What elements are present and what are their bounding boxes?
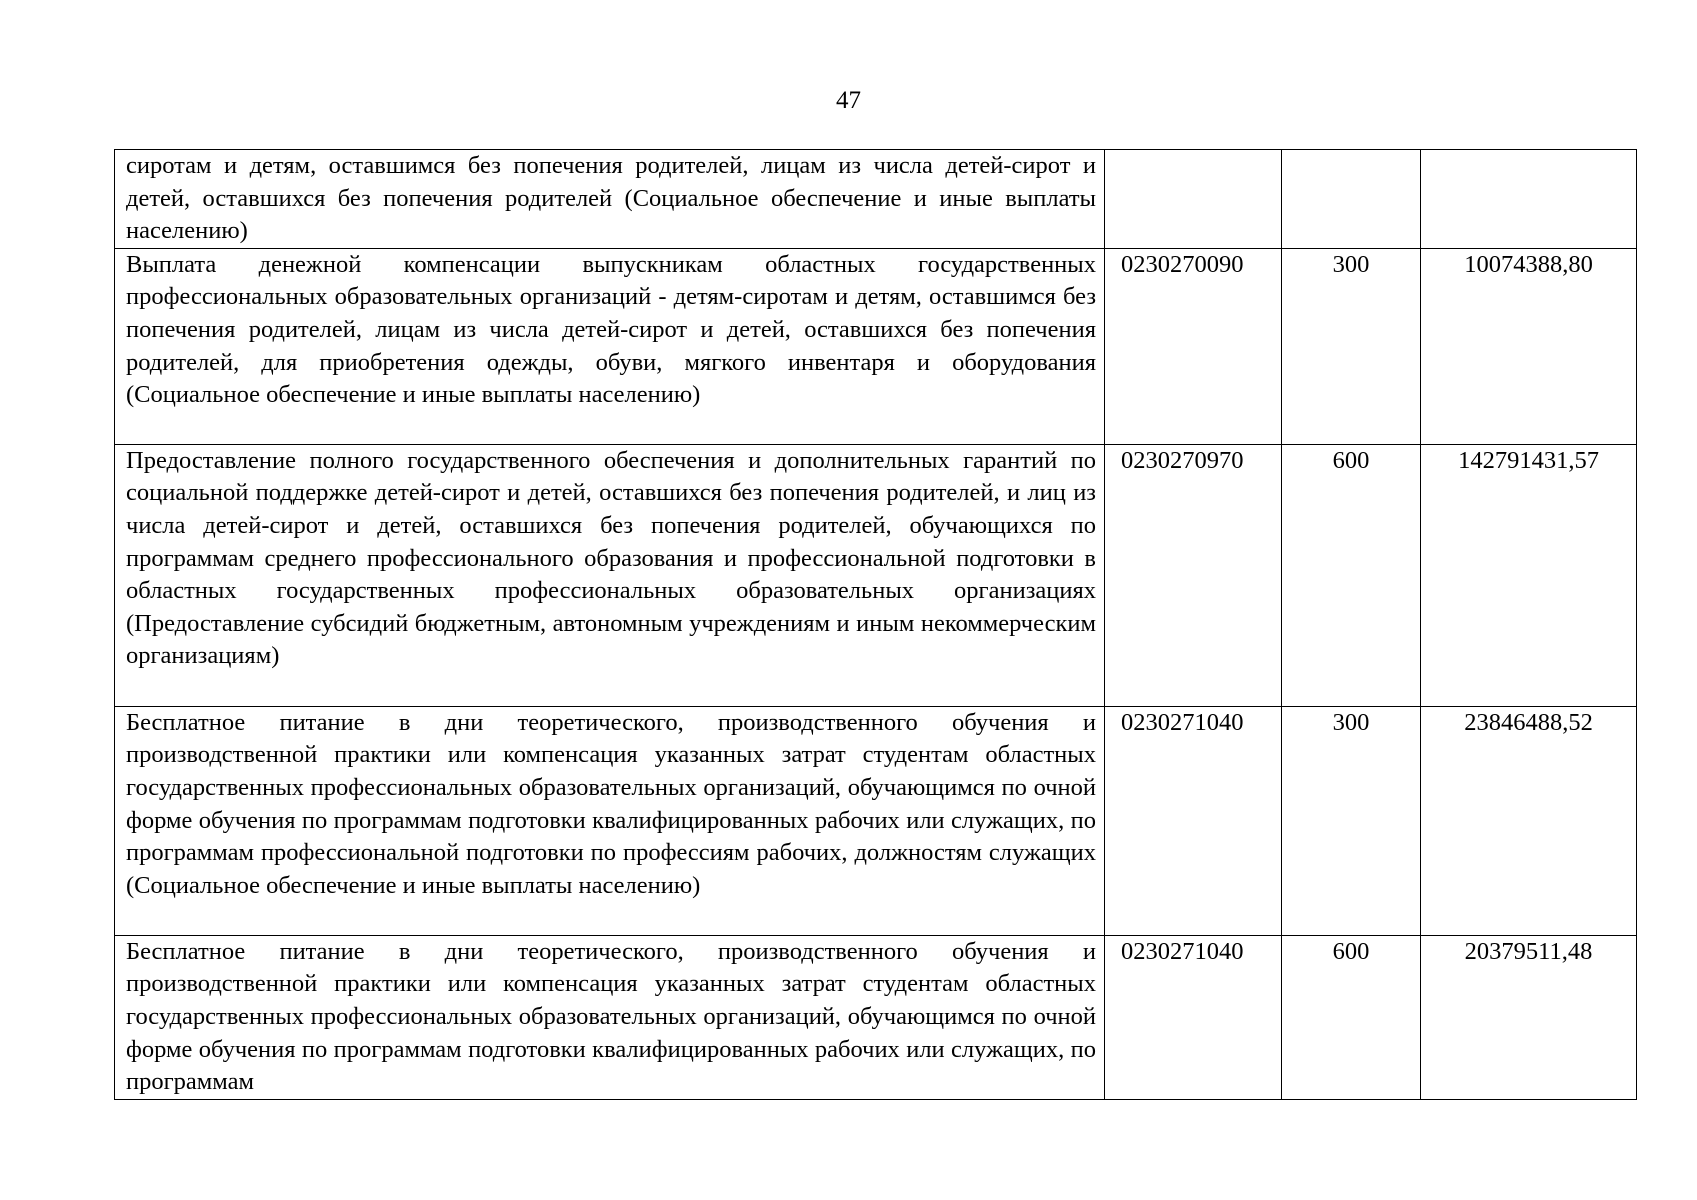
row-amount: 142791431,57 bbox=[1421, 444, 1637, 706]
row-expense-type: 300 bbox=[1282, 706, 1421, 935]
row-code: 0230270970 bbox=[1105, 444, 1282, 706]
row-description: Бесплатное питание в дни теоретического, производственного обучения и производственной практики или компенсация указанных затрат студентам областных государственных профессиональных образовательных организаций, обучающимся по очной форме обучения по программам подготовки квалифицированных рабочих или служащих, по программам профессиональной подготовки по профессиям рабочих, должностям служащих (Социальное обеспечение и иные выплаты населению) bbox=[115, 706, 1105, 935]
row-amount: 23846488,52 bbox=[1421, 706, 1637, 935]
row-description: сиротам и детям, оставшимся без попечения родителей, лицам из числа детей-сирот и детей, оставшихся без попечения родителей (Социальное обеспечение и иные выплаты населению) bbox=[115, 150, 1105, 249]
row-amount: 10074388,80 bbox=[1421, 248, 1637, 444]
table-row bbox=[115, 706, 1637, 935]
row-expense-type: 300 bbox=[1282, 248, 1421, 444]
row-code: 0230271040 bbox=[1105, 935, 1282, 1099]
row-expense-type: 600 bbox=[1282, 935, 1421, 1099]
table-row bbox=[115, 248, 1637, 444]
page-number: 47 bbox=[836, 87, 861, 114]
row-expense-type: 600 bbox=[1282, 444, 1421, 706]
row-description: Предоставление полного государственного обеспечения и дополнительных гарантий по социальной поддержке детей-сирот и детей, оставшихся без попечения родителей, и лиц из числа детей-сирот и детей, оставшихся без попечения родителей, обучающихся по программам среднего профессионального образования и профессиональной подготовки в областных государственных профессиональных образовательных организациях (Предоставление субсидий бюджетным, автономным учреждениям и иным некоммерческим организациям) bbox=[115, 444, 1105, 706]
row-expense-type bbox=[1282, 150, 1421, 249]
row-description: Выплата денежной компенсации выпускникам областных государственных профессиональных образовательных организаций - детям-сиротам и детям, оставшимся без попечения родителей, лицам из числа детей-сирот и детей, оставшихся без попечения родителей, для приобретения одежды, обуви, мягкого инвентаря и оборудования (Социальное обеспечение и иные выплаты населению) bbox=[115, 248, 1105, 444]
row-amount bbox=[1421, 150, 1637, 249]
table-row bbox=[115, 935, 1637, 1099]
row-code bbox=[1105, 150, 1282, 249]
table-row bbox=[115, 444, 1637, 706]
table-row bbox=[115, 150, 1637, 249]
row-code: 0230271040 bbox=[1105, 706, 1282, 935]
row-description: Бесплатное питание в дни теоретического, производственного обучения и производственной практики или компенсация указанных затрат студентам областных государственных профессиональных образовательных организаций, обучающимся по очной форме обучения по программам подготовки квалифицированных рабочих или служащих, по программам bbox=[115, 935, 1105, 1099]
budget-table bbox=[114, 149, 1637, 1100]
row-code: 0230270090 bbox=[1105, 248, 1282, 444]
row-amount: 20379511,48 bbox=[1421, 935, 1637, 1099]
